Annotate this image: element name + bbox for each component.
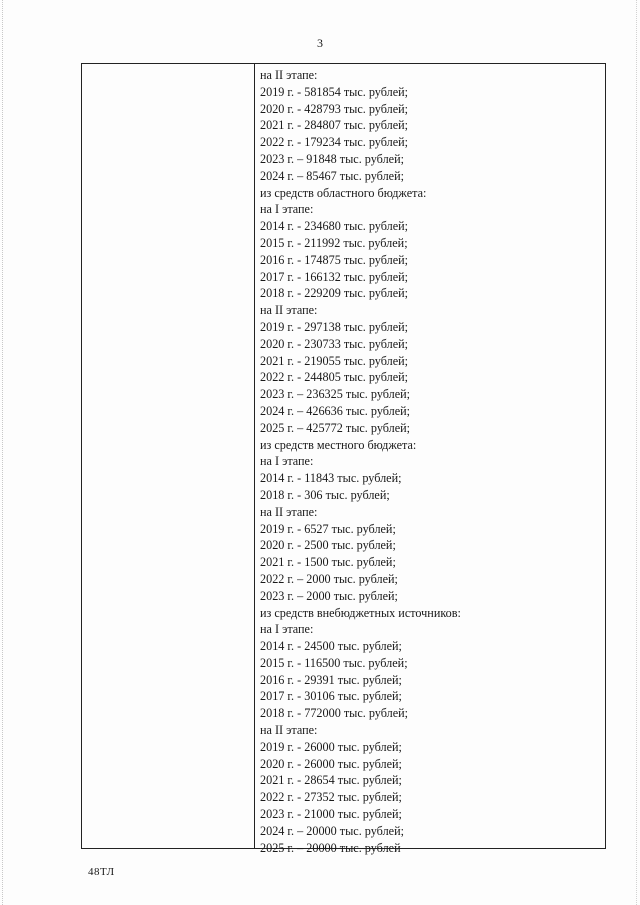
funding-line: 2015 г. - 211992 тыс. рублей; (260, 235, 408, 250)
funding-line: 2018 г. - 306 тыс. рублей; (260, 487, 390, 502)
funding-line: 2019 г. - 6527 тыс. рублей; (260, 521, 396, 536)
funding-line: из средств областного бюджета: (260, 185, 427, 200)
funding-line: на I этапе: (260, 622, 314, 637)
funding-table (81, 63, 606, 855)
funding-line: 2024 г. – 85467 тыс. рублей; (260, 168, 404, 183)
funding-line: 2021 г. - 1500 тыс. рублей; (260, 555, 396, 570)
scan-edge-right (636, 0, 637, 905)
funding-line: 2019 г. - 581854 тыс. рублей; (260, 84, 409, 99)
funding-line: 2021 г. - 284807 тыс. рублей; (260, 118, 409, 133)
funding-line: 2016 г. - 174875 тыс. рублей; (260, 252, 409, 267)
footer-code: 48ТЛ (88, 866, 115, 878)
funding-line: 2022 г. – 2000 тыс. рублей; (260, 571, 398, 586)
funding-line: 2014 г. - 11843 тыс. рублей; (260, 471, 402, 486)
funding-line: из средств внебюджетных источников: (260, 605, 461, 620)
funding-line: 2020 г. - 2500 тыс. рублей; (260, 538, 396, 553)
funding-line: 2025 г. – 20000 тыс. рублей (260, 840, 401, 855)
page-number: 3 (317, 36, 323, 50)
funding-line: 2014 г. - 24500 тыс. рублей; (260, 639, 402, 654)
funding-line: 2015 г. - 116500 тыс. рублей; (260, 655, 408, 670)
funding-line: 2018 г. - 772000 тыс. рублей; (260, 706, 409, 721)
funding-line: на II этапе: (260, 504, 318, 519)
funding-line: на II этапе: (260, 68, 318, 82)
funding-line: 2019 г. - 26000 тыс. рублей; (260, 739, 402, 754)
funding-line: на II этапе: (260, 303, 318, 318)
funding-line: 2020 г. - 428793 тыс. рублей; (260, 101, 409, 116)
funding-line: 2019 г. - 297138 тыс. рублей; (260, 319, 409, 334)
funding-line: 2024 г. – 426636 тыс. рублей; (260, 403, 411, 418)
funding-details-cell (260, 67, 601, 856)
funding-line: 2025 г. – 425772 тыс. рублей; (260, 420, 411, 435)
table-column-divider (254, 64, 255, 848)
funding-line: на I этапе: (260, 454, 314, 469)
funding-line: 2017 г. - 166132 тыс. рублей; (260, 269, 409, 284)
funding-line: 2022 г. - 27352 тыс. рублей; (260, 790, 402, 805)
funding-line: 2023 г. – 236325 тыс. рублей; (260, 387, 411, 402)
funding-line: на I этапе: (260, 202, 314, 217)
funding-line: 2014 г. - 234680 тыс. рублей; (260, 219, 409, 234)
funding-line: 2021 г. - 28654 тыс. рублей; (260, 773, 402, 788)
funding-line: 2023 г. – 2000 тыс. рублей; (260, 588, 398, 603)
funding-line: из средств местного бюджета: (260, 437, 417, 452)
funding-line: 2023 г. - 21000 тыс. рублей; (260, 807, 402, 822)
funding-line: 2023 г. – 91848 тыс. рублей; (260, 151, 404, 166)
funding-line: на II этапе: (260, 723, 318, 738)
scan-edge-left (2, 0, 3, 905)
funding-line: 2018 г. - 229209 тыс. рублей; (260, 286, 409, 301)
funding-line: 2016 г. - 29391 тыс. рублей; (260, 672, 402, 687)
funding-line: 2020 г. - 26000 тыс. рублей; (260, 756, 402, 771)
funding-line: 2020 г. - 230733 тыс. рублей; (260, 336, 409, 351)
funding-line: 2022 г. - 244805 тыс. рублей; (260, 370, 409, 385)
funding-line: 2017 г. - 30106 тыс. рублей; (260, 689, 402, 704)
funding-line: 2021 г. - 219055 тыс. рублей; (260, 353, 409, 368)
funding-line: 2024 г. – 20000 тыс. рублей; (260, 823, 404, 838)
funding-line: 2022 г. - 179234 тыс. рублей; (260, 135, 409, 150)
